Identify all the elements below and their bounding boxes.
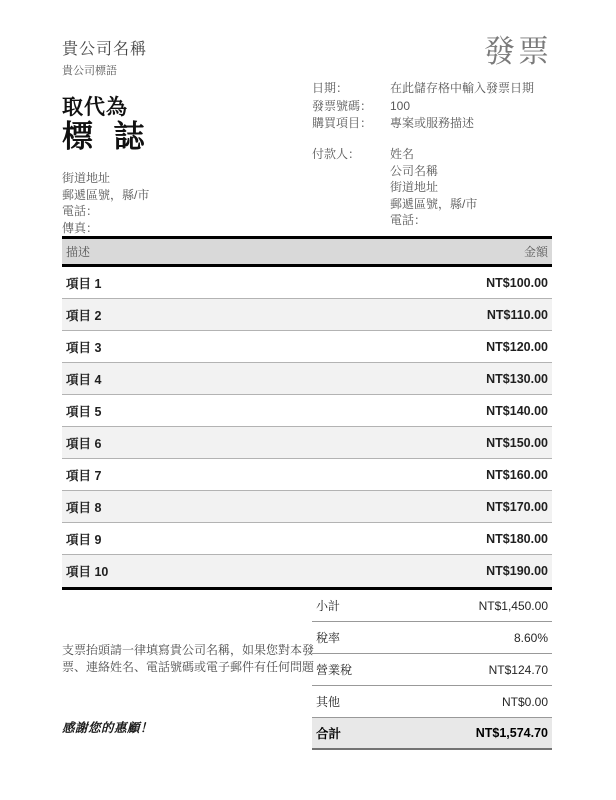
items-table-header xyxy=(62,239,552,267)
invoice-header xyxy=(0,0,616,236)
payer-zip-city: 郵遞區號，縣/市 xyxy=(390,196,478,211)
meta-row-date xyxy=(312,80,554,98)
thank-you-message: 感謝您的惠顧！ xyxy=(62,721,154,735)
item-description: 項目 3 xyxy=(66,340,102,355)
payer-name: 姓名 xyxy=(390,147,415,161)
table-row xyxy=(62,523,552,555)
item-description: 項目 8 xyxy=(66,500,102,515)
table-row xyxy=(62,267,552,299)
table-row xyxy=(62,363,552,395)
company-tagline: 貴公司標語 xyxy=(62,65,117,77)
payer-company: 公司名稱 xyxy=(390,163,439,178)
item-description: 項目 6 xyxy=(66,436,102,451)
description-column-header: 描述 xyxy=(66,245,91,259)
item-description: 項目 5 xyxy=(66,404,102,419)
summary-row-other xyxy=(312,686,552,718)
items-table xyxy=(62,236,552,590)
item-description: 項目 4 xyxy=(66,372,102,387)
company-fax: 傳真： xyxy=(62,220,99,235)
item-description: 項目 10 xyxy=(66,565,109,579)
purchase-item-value: 專案或服務描述 xyxy=(390,116,475,130)
item-amount: NT$110.00 xyxy=(486,307,548,322)
invoice-number-label: 發票號碼： xyxy=(312,98,373,113)
item-amount: NT$150.00 xyxy=(486,435,548,450)
invoice-meta xyxy=(312,80,554,133)
invoice-title: 發票 xyxy=(484,34,552,69)
company-name: 貴公司名稱 xyxy=(62,41,148,58)
payer-label: 付款人： xyxy=(312,147,361,161)
company-zip-city: 郵遞區號，縣/市 xyxy=(62,187,150,202)
sales-tax-label: 營業稅 xyxy=(316,663,353,677)
table-row xyxy=(62,395,552,427)
item-amount: NT$160.00 xyxy=(486,467,548,482)
item-description: 項目 1 xyxy=(66,276,102,291)
item-amount: NT$170.00 xyxy=(486,499,548,514)
payer-lines xyxy=(390,146,554,229)
other-value: NT$0.00 xyxy=(501,694,548,709)
table-row xyxy=(62,427,552,459)
summary-row-total xyxy=(312,718,552,750)
table-row xyxy=(62,459,552,491)
date-label: 日期： xyxy=(312,81,349,95)
item-description: 項目 7 xyxy=(66,468,102,483)
summary-table xyxy=(312,590,552,750)
logo-placeholder xyxy=(62,96,151,154)
invoice-footer xyxy=(62,590,552,795)
meta-row-purchase-item xyxy=(312,115,554,133)
invoice-number-value: 100 xyxy=(390,98,411,113)
payer-street: 街道地址 xyxy=(390,180,439,194)
purchase-item-label: 購買項目： xyxy=(312,116,373,130)
date-value: 在此儲存格中輸入發票日期 xyxy=(390,81,535,95)
sales-tax-value: NT$124.70 xyxy=(488,662,548,677)
item-amount: NT$190.00 xyxy=(486,564,548,578)
meta-row-invoice-number xyxy=(312,98,554,116)
summary-row-sales-tax xyxy=(312,654,552,686)
other-label: 其他 xyxy=(316,695,341,709)
item-amount: NT$140.00 xyxy=(486,403,548,418)
company-address-block xyxy=(62,170,149,236)
table-row xyxy=(62,491,552,523)
company-street: 街道地址 xyxy=(62,171,111,185)
company-phone: 電話： xyxy=(62,204,99,218)
item-description: 項目 2 xyxy=(66,308,102,323)
summary-row-tax-rate xyxy=(312,622,552,654)
item-amount: NT$180.00 xyxy=(486,531,548,546)
total-label: 合計 xyxy=(316,727,342,741)
payer-block xyxy=(312,146,554,229)
subtotal-label: 小計 xyxy=(316,599,341,613)
amount-column-header: 金額 xyxy=(523,245,548,259)
item-amount: NT$120.00 xyxy=(486,339,548,354)
table-row xyxy=(62,299,552,331)
total-value: NT$1,574.70 xyxy=(475,726,548,740)
payer-phone: 電話： xyxy=(390,213,427,227)
table-row xyxy=(62,331,552,363)
tax-rate-value: 8.60% xyxy=(513,630,548,645)
tax-rate-label: 稅率 xyxy=(316,631,341,645)
subtotal-value: NT$1,450.00 xyxy=(478,598,548,613)
item-amount: NT$130.00 xyxy=(486,371,548,386)
item-description: 項目 9 xyxy=(66,532,102,547)
payment-note: 支票抬頭請一律填寫貴公司名稱，如果您對本發票、連絡姓名、電話號碼或電子郵件有任何問題 xyxy=(62,643,315,674)
logo-text-line2: 標 誌 xyxy=(62,119,151,154)
table-row xyxy=(62,555,552,587)
logo-text-line1: 取代為 xyxy=(62,96,128,119)
summary-row-subtotal xyxy=(312,590,552,622)
item-amount: NT$100.00 xyxy=(486,275,548,290)
